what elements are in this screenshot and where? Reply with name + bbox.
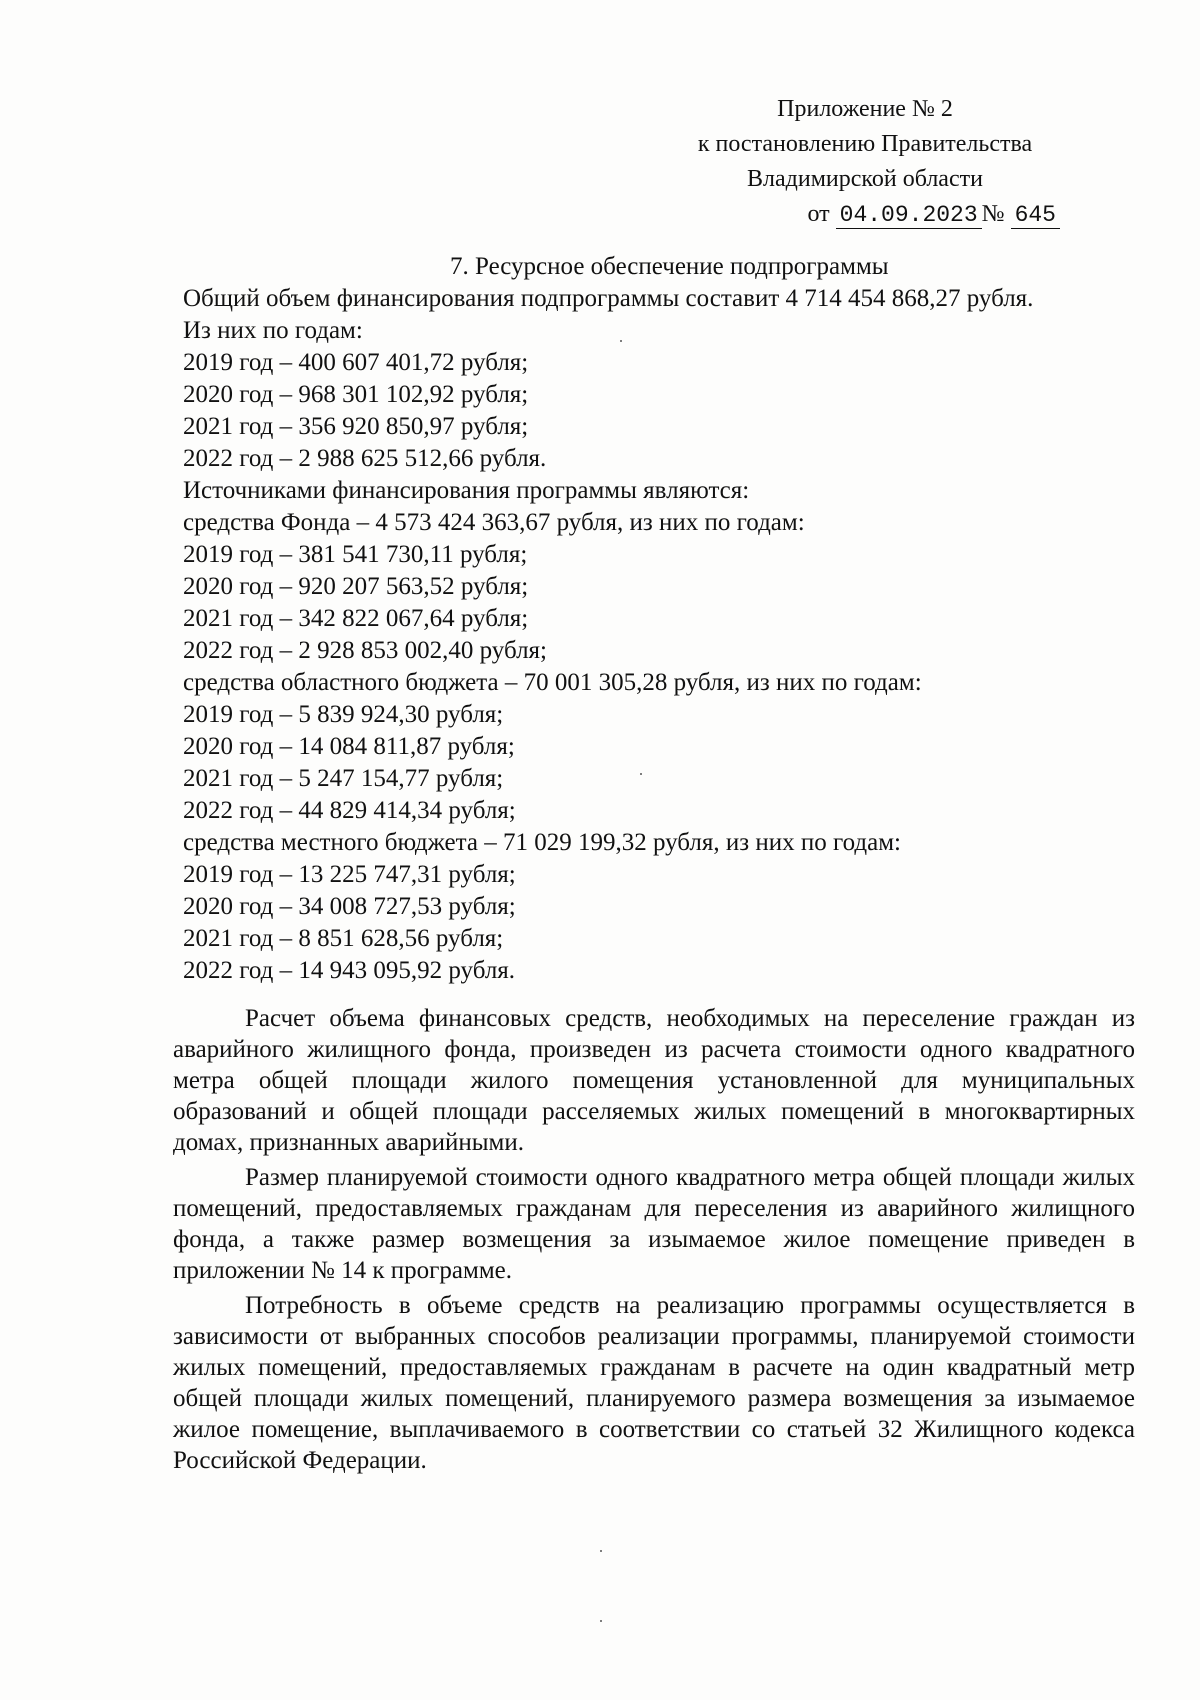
date-prefix: от	[807, 201, 830, 227]
funding-line: 2019 год – 5 839 924,30 рубля;	[183, 701, 504, 728]
funding-line: 2022 год – 14 943 095,92 рубля.	[183, 957, 516, 984]
scan-speck	[620, 340, 622, 342]
funding-line: 2022 год – 44 829 414,34 рубля;	[183, 797, 516, 824]
funding-line: 2019 год – 13 225 747,31 рубля;	[183, 861, 516, 888]
document-date: 04.09.2023	[836, 202, 982, 229]
funding-line: 2020 год – 14 084 811,87 рубля;	[183, 733, 515, 760]
funding-line: 2022 год – 2 988 625 512,66 рубля.	[183, 445, 547, 472]
paragraph: Потребность в объеме средств на реализацию программы осуществляется в зависимости от выбранных способов реализации программы, планируемой стоимости жилых помещений, предоставляемых гражданам в расчете на один квадратный метр общей площади жилых помещений, планируемого размера возмещения за изымаемое жилое помещение, выплачиваемого в соответствии со статьей 32 Жилищного кодекса Российской Федерации.	[173, 1292, 1135, 1474]
funding-line: 2020 год – 968 301 102,92 рубля;	[183, 381, 529, 408]
regional-budget-line: средства областного бюджета – 70 001 305,28 рубля, из них по годам:	[183, 669, 922, 696]
appendix-title: Приложение № 2	[777, 96, 953, 122]
fund-source-line: средства Фонда – 4 573 424 363,67 рубля, из них по годам:	[183, 509, 805, 536]
funding-line: 2019 год – 400 607 401,72 рубля;	[183, 349, 529, 376]
funding-line: 2022 год – 2 928 853 002,40 рубля;	[183, 637, 547, 664]
funding-total-line: Общий объем финансирования подпрограммы составит 4 714 454 868,27 рубля.	[183, 285, 1034, 312]
funding-sources-heading: Источниками финансирования программы являются:	[183, 477, 750, 504]
funding-line: 2020 год – 34 008 727,53 рубля;	[183, 893, 516, 920]
appendix-region-line: Владимирской области	[747, 166, 983, 192]
explanatory-text	[173, 1003, 1135, 1480]
funding-line: 2019 год – 381 541 730,11 рубля;	[183, 541, 528, 568]
paragraph: Расчет объема финансовых средств, необходимых на переселение граждан из аварийного жилищного фонда, произведен из расчета стоимости одного квадратного метра общей площади жилого помещения установленной для муниципальных образований и общей площади расселяемых жилых помещений в многоквартирных домах, признанных аварийными.	[173, 1005, 1135, 1156]
funding-line: 2020 год – 920 207 563,52 рубля;	[183, 573, 529, 600]
funding-breakdown	[183, 283, 1143, 987]
appendix-date-number-line	[600, 197, 1130, 233]
paragraph: Размер планируемой стоимости одного квадратного метра общей площади жилых помещений, предоставляемых гражданам для переселения из аварийного жилищного фонда, а также размер возмещения за изымаемое жилое помещение приведен в приложении № 14 к программе.	[173, 1164, 1135, 1284]
funding-line: Из них по годам:	[183, 317, 363, 344]
funding-line: 2021 год – 5 247 154,77 рубля;	[183, 765, 504, 792]
scan-speck	[600, 1550, 602, 1552]
appendix-header	[600, 92, 1130, 233]
number-prefix: №	[981, 201, 1005, 227]
scan-speck	[640, 773, 642, 775]
funding-line: 2021 год – 356 920 850,97 рубля;	[183, 413, 529, 440]
scan-speck	[600, 1620, 602, 1622]
local-budget-line: средства местного бюджета – 71 029 199,32 рубля, из них по годам:	[183, 829, 902, 856]
section-title: 7. Ресурсное обеспечение подпрограммы	[450, 253, 889, 280]
appendix-resolution-line: к постановлению Правительства	[697, 131, 1033, 157]
funding-line: 2021 год – 342 822 067,64 рубля;	[183, 605, 529, 632]
document-number: 645	[1011, 202, 1060, 229]
funding-line: 2021 год – 8 851 628,56 рубля;	[183, 925, 504, 952]
